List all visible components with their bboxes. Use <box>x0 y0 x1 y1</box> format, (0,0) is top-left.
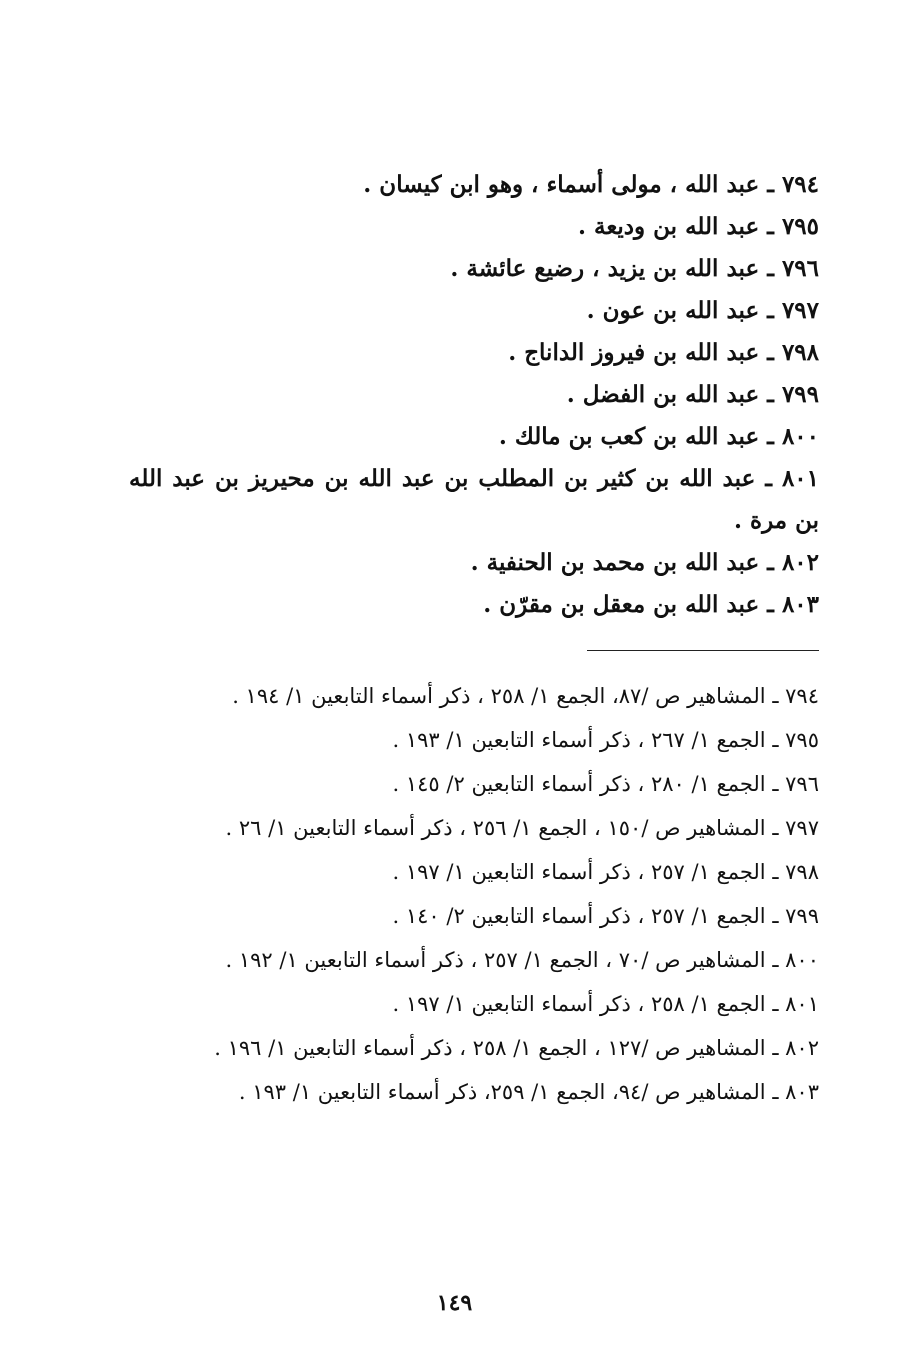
entry-795: ٧٩٥ ـ عبد الله بن وديعة . <box>577 213 819 240</box>
footnote-divider <box>587 650 819 651</box>
entry-798: ٧٩٨ ـ عبد الله بن فيروز الداناج . <box>508 339 819 366</box>
entry-796: ٧٩٦ ـ عبد الله بن يزيد ، رضيع عائشة . <box>450 255 819 282</box>
entry-802: ٨٠٢ ـ عبد الله بن محمد بن الحنفية . <box>470 549 819 576</box>
entry-799: ٧٩٩ ـ عبد الله بن الفضل . <box>566 381 819 408</box>
footnote-797: ٧٩٧ ـ المشاهير ص /١٥٠ ، الجمع ١/ ٢٥٦ ، ذكر أسماء التابعين ١/ ٢٦ . <box>225 816 819 840</box>
entry-797: ٧٩٧ ـ عبد الله بن عون . <box>586 297 819 324</box>
footnote-800: ٨٠٠ ـ المشاهير ص /٧٠ ، الجمع ١/ ٢٥٧ ، ذكر أسماء التابعين ١/ ١٩٢ . <box>225 948 819 972</box>
footnote-795: ٧٩٥ ـ الجمع ١/ ٢٦٧ ، ذكر أسماء التابعين ١/ ١٩٣ . <box>392 728 819 752</box>
footnote-796: ٧٩٦ ـ الجمع ١/ ٢٨٠ ، ذكر أسماء التابعين ٢/ ١٤٥ . <box>392 772 819 796</box>
footnote-794: ٧٩٤ ـ المشاهير ص /٨٧، الجمع ١/ ٢٥٨ ، ذكر أسماء التابعين ١/ ١٩٤ . <box>232 684 819 708</box>
footnote-799: ٧٩٩ ـ الجمع ١/ ٢٥٧ ، ذكر أسماء التابعين ٢/ ١٤٠ . <box>392 904 819 928</box>
footnote-801: ٨٠١ ـ الجمع ١/ ٢٥٨ ، ذكر أسماء التابعين ١/ ١٩٧ . <box>392 992 819 1016</box>
entry-800: ٨٠٠ ـ عبد الله بن كعب بن مالك . <box>498 423 819 450</box>
entry-794: ٧٩٤ ـ عبد الله ، مولى أسماء ، وهو ابن كيسان . <box>363 171 819 198</box>
entries-list <box>129 164 819 626</box>
footnotes-list <box>129 676 819 1116</box>
entry-801: ٨٠١ ـ عبد الله بن كثير بن المطلب بن عبد الله بن محيريز بن عبد الله بن مرة . <box>129 465 819 534</box>
footnote-798: ٧٩٨ ـ الجمع ١/ ٢٥٧ ، ذكر أسماء التابعين ١/ ١٩٧ . <box>392 860 819 884</box>
footnote-803: ٨٠٣ ـ المشاهير ص /٩٤، الجمع ١/ ٢٥٩، ذكر أسماء التابعين ١/ ١٩٣ . <box>238 1080 819 1104</box>
footnote-802: ٨٠٢ ـ المشاهير ص /١٢٧ ، الجمع ١/ ٢٥٨ ، ذكر أسماء التابعين ١/ ١٩٦ . <box>214 1036 819 1060</box>
entry-803: ٨٠٣ ـ عبد الله بن معقل بن مقرّن . <box>483 591 819 618</box>
page-number: ١٤٩ <box>436 1290 473 1316</box>
